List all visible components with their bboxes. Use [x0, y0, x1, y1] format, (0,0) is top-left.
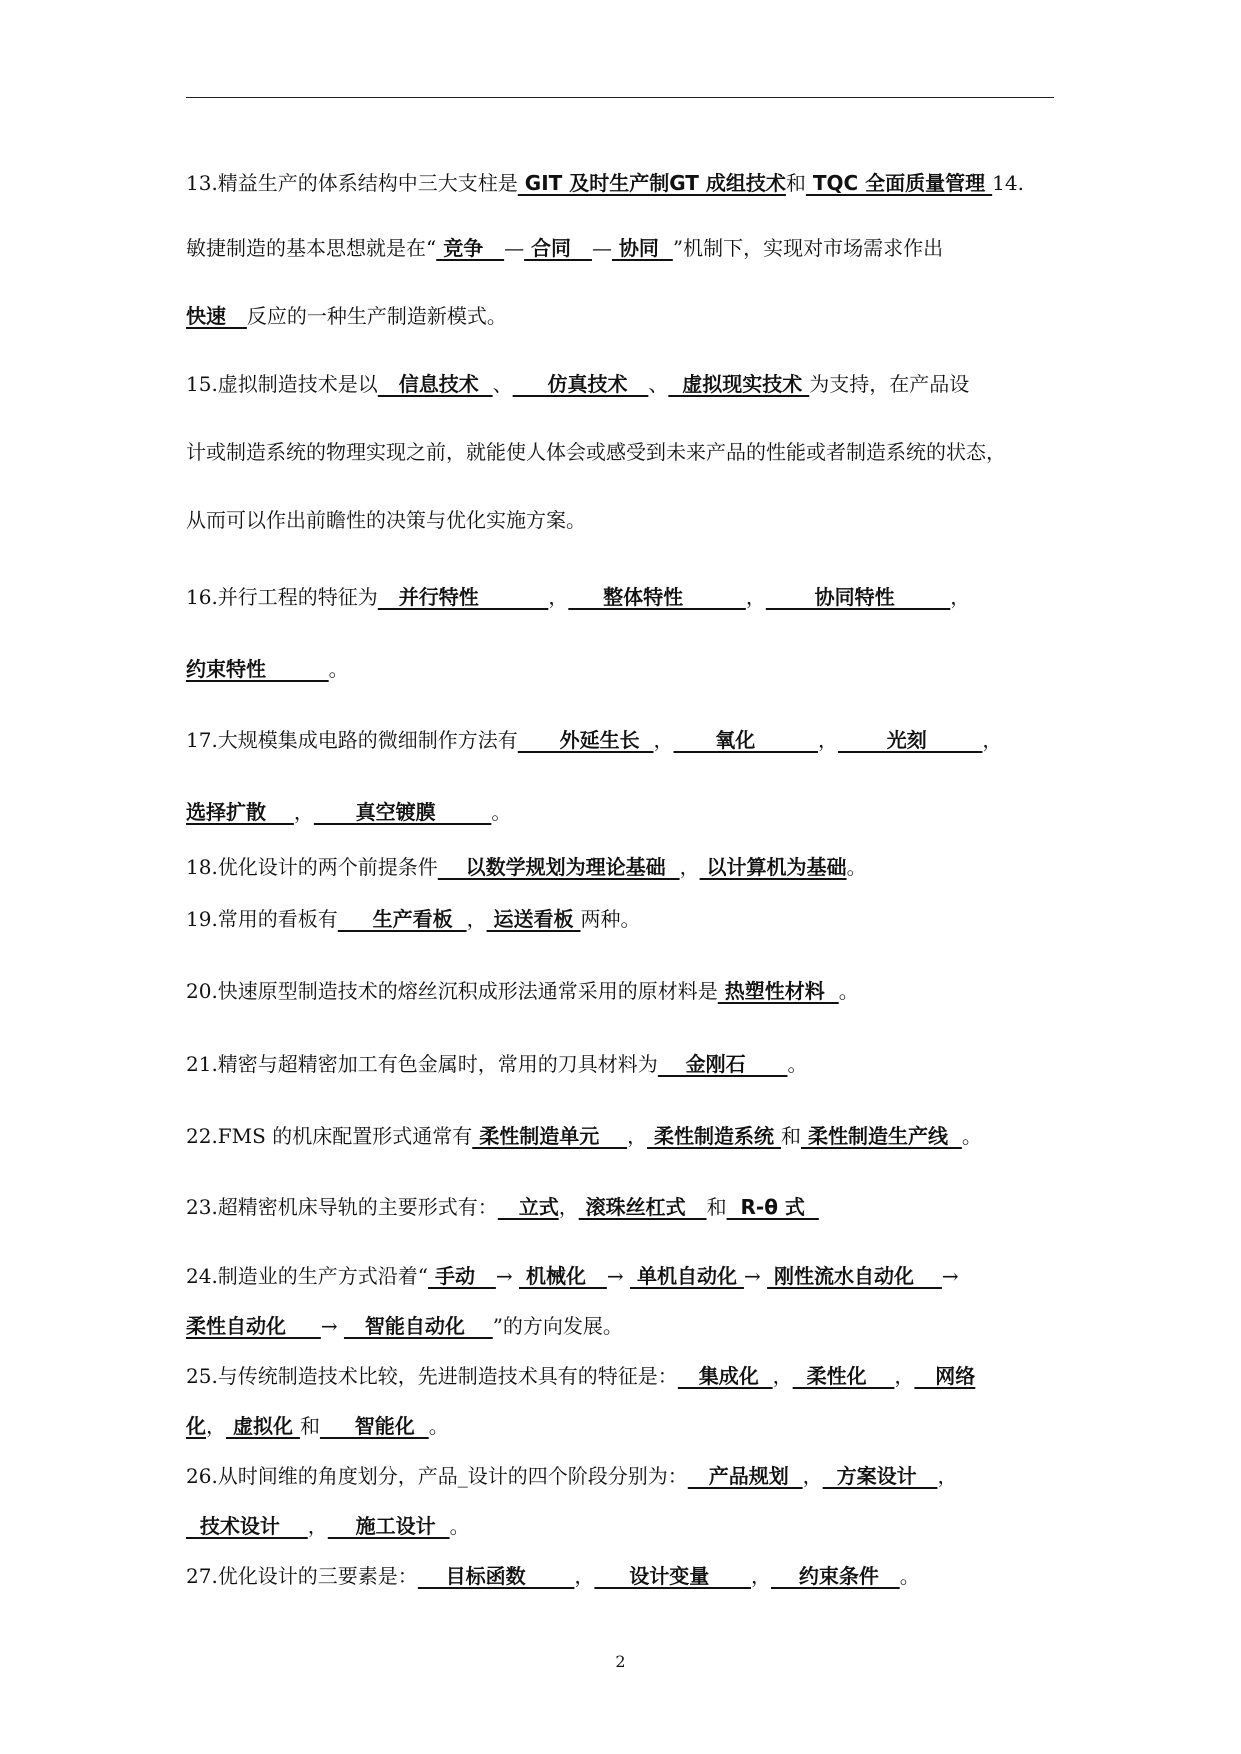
text-line — [186, 583, 1086, 611]
question-text: 。 — [428, 1414, 449, 1438]
question-text: ， — [307, 1514, 328, 1538]
question-text: 。 — [838, 979, 859, 1003]
answer-blank: 立式 — [497, 1195, 559, 1219]
question-text: → — [606, 1264, 630, 1288]
question-text: ， — [745, 585, 766, 609]
text-line — [186, 1122, 1086, 1150]
question-text: ， — [653, 728, 674, 752]
question-text: 为支持，在产品设 — [809, 372, 970, 396]
question-text: → — [495, 1264, 520, 1288]
answer-blank: 技术设计 — [186, 1514, 308, 1538]
question-text: 。 — [491, 800, 512, 824]
header-rule — [186, 97, 1054, 98]
question-text: → — [743, 1264, 768, 1288]
question-text: — — [591, 236, 612, 260]
answer-blank: 方案设计 — [822, 1464, 938, 1488]
question-text: ”的方向发展。 — [492, 1314, 623, 1338]
answer-blank: 虚拟化 — [226, 1414, 300, 1438]
text-line — [186, 370, 1086, 398]
text-line — [186, 438, 1086, 466]
question-text: 20.快速原型制造技术的熔丝沉积成形法通常采用的原材料是 — [186, 979, 718, 1003]
answer-blank: 智能自动化 — [343, 1314, 493, 1338]
question-text: ， — [937, 1464, 958, 1488]
answer-blank: 柔性化 — [792, 1364, 895, 1388]
answer-blank: 约束条件 — [771, 1564, 900, 1588]
question-text: 和 — [299, 1414, 320, 1438]
question-text: 、 — [648, 372, 669, 396]
text-line — [186, 302, 1086, 330]
answer-blank: 柔性制造生产线 — [801, 1124, 962, 1148]
question-text: 25.与传统制造技术比较，先进制造技术具有的特征是： — [186, 1364, 678, 1388]
text-line — [186, 506, 1086, 534]
question-text: ， — [772, 1364, 793, 1388]
answer-blank: 柔性制造系统 — [647, 1124, 781, 1148]
question-text: 。 — [899, 1564, 920, 1588]
answer-blank: 快速 — [186, 304, 247, 328]
text-line — [186, 1362, 1086, 1390]
answer-blank: 外延生长 — [517, 728, 654, 752]
text-line — [186, 798, 1086, 826]
answer-blank: 并行特性 — [377, 585, 549, 609]
question-text: 19.常用的看板有 — [186, 907, 338, 931]
answer-blank: 手动 — [428, 1264, 496, 1288]
answer-blank: 以数学规划为理论基础 — [437, 855, 680, 879]
answer-blank: 仿真技术 — [512, 372, 649, 396]
answer-blank: 施工设计 — [327, 1514, 450, 1538]
question-text: → — [941, 1264, 959, 1288]
question-text: 18.优化设计的两个前提条件 — [186, 855, 438, 879]
answer-blank: 机械化 — [519, 1264, 607, 1288]
answer-blank: 柔性自动化 — [186, 1314, 321, 1338]
question-text: 。 — [787, 1052, 808, 1076]
answer-blank: 滚珠丝杠式 — [578, 1195, 707, 1219]
text-line — [186, 1562, 1086, 1590]
question-text: 23.超精密机床导轨的主要形式有： — [186, 1195, 498, 1219]
text-line — [186, 905, 1086, 933]
text-line — [186, 1462, 1086, 1490]
text-line — [186, 169, 1086, 197]
answer-blank: 单机自动化 — [630, 1264, 744, 1288]
text-line — [186, 1050, 1086, 1078]
question-text: 和 — [706, 1195, 727, 1219]
answer-blank: 生产看板 — [337, 907, 467, 931]
text-line — [186, 1412, 1086, 1440]
answer-blank: 热塑性材料 — [717, 979, 839, 1003]
answer-blank: 竞争 — [436, 236, 505, 260]
question-text: 27.优化设计的三要素是： — [186, 1564, 418, 1588]
answer-blank: 运送看板 — [486, 907, 581, 931]
question-text: ， — [817, 728, 838, 752]
answer-blank: 氧化 — [673, 728, 818, 752]
question-text: 计或制造系统的物理实现之前，就能使人体会或感受到未来产品的性能或者制造系统的状态， — [186, 440, 1006, 464]
answer-blank: TQC 全面质量管理 — [805, 171, 993, 195]
question-text: ， — [206, 1414, 226, 1438]
question-text: 和 — [781, 1124, 801, 1148]
question-text: 、 — [492, 372, 513, 396]
question-text: 17.大规模集成电路的微细制作方法有 — [186, 728, 518, 752]
question-text: 敏捷制造的基本思想就是在“ — [186, 236, 437, 260]
question-text: 从而可以作出前瞻性的决策与优化实施方案。 — [186, 508, 586, 532]
text-line — [186, 655, 1086, 683]
question-text: 26.从时间维的角度划分，产品_设计的四个阶段分别为： — [186, 1464, 688, 1488]
question-text: ， — [293, 800, 314, 824]
question-text: ， — [679, 855, 700, 879]
text-line — [186, 1193, 1086, 1221]
page-number: 2 — [615, 1652, 626, 1671]
question-text: 13.精益生产的体系结构中三大支柱是 — [186, 171, 518, 195]
question-text: 。 — [328, 657, 349, 681]
question-text: — — [504, 236, 525, 260]
text-line — [186, 853, 1086, 881]
question-text: ， — [802, 1464, 823, 1488]
answer-blank: 合同 — [524, 236, 592, 260]
answer-blank: 光刻 — [837, 728, 983, 752]
answer-blank: 协同特性 — [765, 585, 951, 609]
answer-blank: 金刚石 — [657, 1052, 788, 1076]
text-line — [186, 726, 1086, 754]
question-text: 22.FMS 的机床配置形式通常有 — [186, 1124, 473, 1148]
question-text: 21.精密与超精密加工有色金属时，常用的刀具材料为 — [186, 1052, 658, 1076]
question-text: ， — [950, 585, 971, 609]
text-line — [186, 1512, 1086, 1540]
question-text: → — [320, 1314, 344, 1338]
question-text: ， — [548, 585, 569, 609]
answer-blank: 集成化 — [677, 1364, 773, 1388]
text-line — [186, 1262, 1086, 1290]
question-text: 14. — [992, 171, 1024, 195]
answer-blank: R-θ 式 — [726, 1195, 819, 1219]
question-text: 和 — [785, 171, 806, 195]
answer-blank: 虚拟现实技术 — [668, 372, 810, 396]
answer-blank: 网络 — [914, 1364, 976, 1388]
answer-blank: 整体特性 — [568, 585, 746, 609]
question-text: ， — [982, 728, 1003, 752]
question-text: 15.虚拟制造技术是以 — [186, 372, 378, 396]
question-text: 两种。 — [580, 907, 641, 931]
question-text: 16.并行工程的特征为 — [186, 585, 378, 609]
question-text: 。 — [961, 1124, 982, 1148]
question-text: 。 — [846, 855, 867, 879]
answer-blank: 产品规划 — [687, 1464, 803, 1488]
question-text: ， — [894, 1364, 915, 1388]
question-text: ， — [751, 1564, 771, 1588]
question-text: ”机制下，实现对市场需求作出 — [672, 236, 944, 260]
answer-blank: 约束特性 — [186, 657, 329, 681]
question-text: 反应的一种生产制造新模式。 — [246, 304, 507, 328]
text-line — [186, 1312, 1086, 1340]
answer-blank: 目标函数 — [417, 1564, 575, 1588]
question-text: ， — [574, 1564, 595, 1588]
answer-blank: 柔性制造单元 — [472, 1124, 628, 1148]
question-text: ， — [558, 1195, 579, 1219]
answer-blank: 信息技术 — [377, 372, 493, 396]
answer-blank: 以计算机为基础 — [699, 855, 847, 879]
answer-blank: 真空镀膜 — [313, 800, 492, 824]
question-text: 。 — [449, 1514, 470, 1538]
answer-blank: 智能化 — [319, 1414, 429, 1438]
text-line — [186, 977, 1086, 1005]
answer-blank: 选择扩散 — [186, 800, 294, 824]
text-line — [186, 234, 1086, 262]
answer-blank: 化 — [186, 1414, 206, 1438]
question-text: 24.制造业的生产方式沿着“ — [186, 1264, 429, 1288]
answer-blank: 刚性流水自动化 — [767, 1264, 942, 1288]
answer-blank: 设计变量 — [594, 1564, 751, 1588]
answer-blank: GIT 及时生产制GT 成组技术 — [517, 171, 786, 195]
question-text: ， — [627, 1124, 648, 1148]
question-text: ， — [466, 907, 487, 931]
answer-blank: 协同 — [611, 236, 673, 260]
